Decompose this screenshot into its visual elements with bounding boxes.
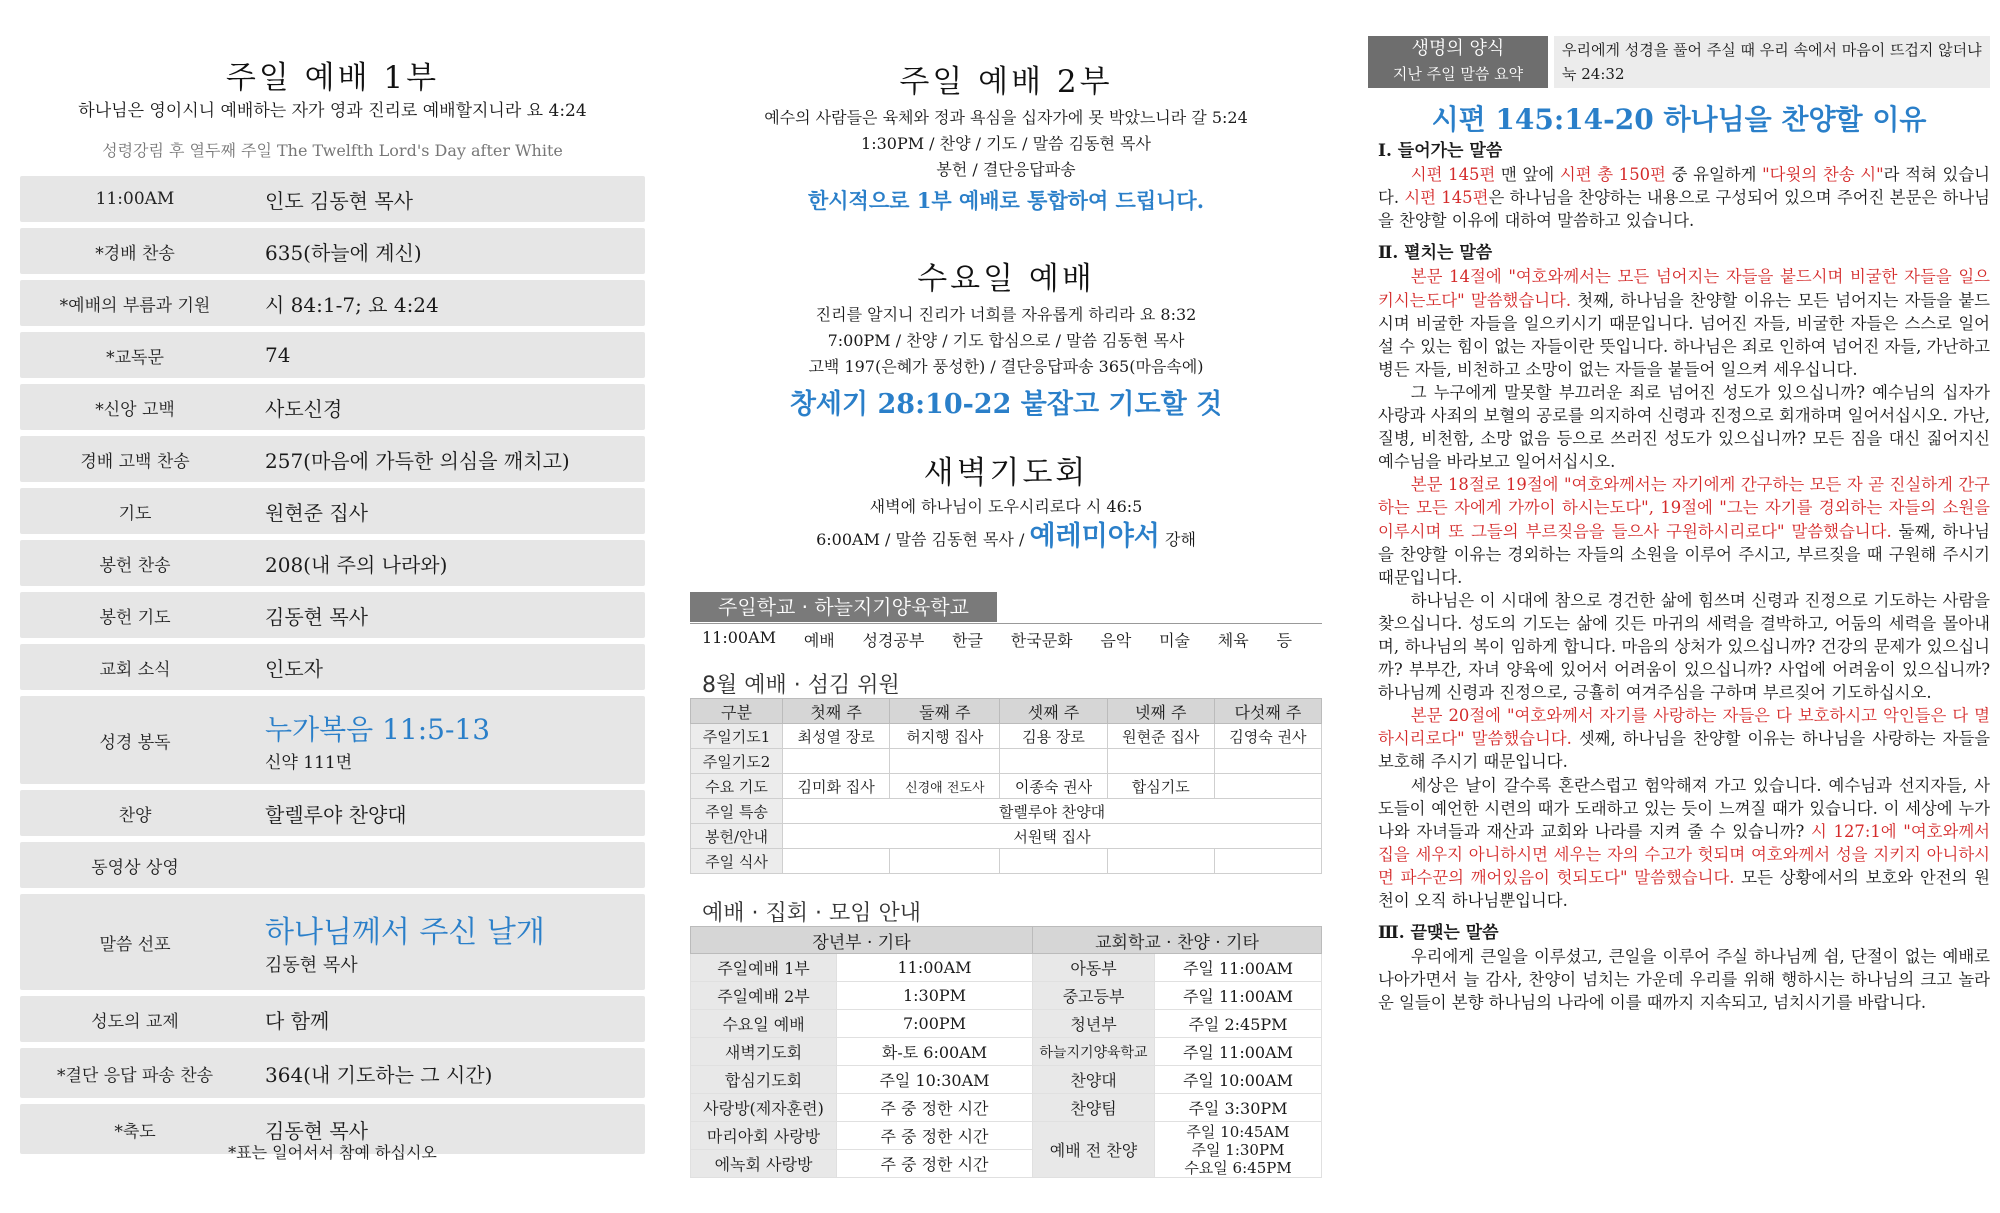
ss-item: 예배	[803, 631, 835, 650]
order-label: *교독문	[106, 347, 164, 368]
order-label: *경배 찬송	[95, 243, 175, 264]
duty-cell	[1107, 849, 1214, 874]
paragraph: 우리에게 큰일을 이루셨고, 큰일을 이루어 주실 하나님께 쉼, 단절이 없는 예배로 나아가면서 늘 감사, 찬양이 넘치는 가운데 우리를 위해 행하시는 하나님의 크고 놀라운 일들이 본향 하나님의 나라에 이를 때까지 지속되고, 넘치시기를 바랍니다.	[1378, 947, 1990, 1013]
section-heading: Ⅰ. 들어가는 말씀	[1378, 141, 1503, 161]
sermon-preacher: 김동현 목사	[265, 955, 358, 976]
paragraph: 하나님은 이 시대에 참으로 경건한 삶에 힘쓰며 신령과 진정으로 기도하는 사람을 찾으십니다. 성도의 기도는 삶에 깃든 마귀의 세력을 결박하고, 어둠의 세력을 몰아내며, 하나님의 복이 임하게 합니다. 마음의 상처가 있으십니까? 건강의 문제가 있으십니까? 부부간, 자녀 양육에 있어서 어려움이 있으십니까? 사업에 어려움이 있으십니까? 하나님께 신령과 진정으로, 긍휼히 여겨주심을 구하며 부르짖어 기도하십시오.	[1378, 590, 1990, 703]
ss-item: 미술	[1159, 631, 1190, 650]
service2-title: 주일 예배 2부	[899, 64, 1113, 100]
sched-time: 주일 1:30PM	[1191, 1140, 1285, 1159]
schedule-row	[691, 1122, 1322, 1150]
duty-cell	[890, 849, 1000, 874]
order-label: 경배 고백 찬송	[80, 451, 190, 472]
sched-right-label: 중고등부	[1033, 982, 1155, 1010]
order-label: 봉헌 찬송	[99, 555, 171, 576]
sched-left-label: 새벽기도회	[691, 1038, 837, 1066]
service1-verse: 하나님은 영이시니 예배하는 자가 영과 진리로 예배할지니라 요 4:24	[78, 101, 587, 121]
duty-table	[690, 698, 1322, 874]
duty-cell: 김영숙 권사	[1214, 724, 1321, 749]
duty-cell: 최성열 장로	[783, 724, 890, 749]
sched-left-time: 주 중 정한 시간	[837, 1122, 1033, 1150]
order-row	[20, 332, 645, 378]
paragraph: 그 누구에게 말못할 부끄러운 죄로 넘어진 성도가 있으십니까? 예수님의 십자가 사랑과 사죄의 보혈의 공로를 의지하여 신령과 진정으로 회개하며 일어서십시오. 가난, 질병, 비천함, 소망 없음 등으로 쓰러진 성도가 있으십니까? 모든 짐을 대신 짊어지신 예수님을 바라보고 일어서십시오.	[1378, 382, 1990, 472]
order-value: 257(마음에 가득한 의심을 깨치고)	[265, 448, 570, 473]
order-row	[20, 1048, 645, 1098]
paragraph	[1378, 163, 1990, 232]
order-row	[20, 790, 645, 836]
red-text: 시편 145편	[1404, 188, 1489, 208]
order-row	[20, 488, 645, 534]
duty-cell-span: 할렐루야 찬양대	[783, 799, 1322, 824]
duty-cell: 김용 장로	[1000, 724, 1107, 749]
duty-cell	[890, 749, 1000, 774]
order-label: *결단 응답 파송 찬송	[56, 1065, 214, 1086]
order-label: 봉헌 기도	[99, 607, 171, 628]
sched-left-time: 7:00PM	[837, 1010, 1033, 1038]
dawn-book: 예레미야서	[1029, 521, 1160, 552]
duty-row	[691, 724, 1322, 749]
schedule-head-row	[691, 927, 1322, 954]
duty-cell	[783, 849, 890, 874]
service1-season: 성령강림 후 열두째 주일 The Twelfth Lord's Day after White	[102, 141, 563, 160]
order-row	[20, 842, 645, 888]
order-label: 말씀 선포	[99, 934, 171, 955]
sched-left-time: 주일 10:30AM	[837, 1066, 1033, 1094]
text: 모든 상황에서의 보호와 안전의 원천이 오직 하나님뿐입니다.	[1378, 867, 1991, 910]
sunday-school-items	[702, 628, 1292, 651]
duty-col: 다섯째 주	[1214, 699, 1321, 724]
sched-right-label: 아동부	[1033, 954, 1155, 982]
dawn-line-pre: 6:00AM / 말씀 김동현 목사 /	[816, 530, 1025, 549]
schedule-row	[691, 1010, 1322, 1038]
wednesday-line1: 7:00PM / 찬양 / 기도 합심으로 / 말씀 김동현 목사	[827, 331, 1185, 350]
divider	[690, 623, 1322, 624]
schedule-row	[691, 954, 1322, 982]
duty-row-label: 봉헌/안내	[691, 824, 783, 849]
sched-right-label: 청년부	[1033, 1010, 1155, 1038]
wednesday-line2: 고백 197(은혜가 풍성한) / 결단응답파송 365(마음속에)	[808, 357, 1204, 376]
text: 세상은 날이 갈수록 혼란스럽고 험악해져 가고 있습니다. 예수님과 선지자들, 사도들이 예언한 시련의 때가 도래하고 있는 듯이 느껴질 때가 있습니다. 이 세상에 누가 나와 자녀들과 재산과 교회와 나라를 지켜 줄 수 있습니까?	[1378, 775, 1990, 841]
text: 셋째, 하나님을 찬양할 이유는 하나님을 사랑하는 자들을 보호해 주시기 때문입니다.	[1378, 729, 1990, 772]
schedule-row	[691, 1038, 1322, 1066]
order-value: 인도 김동현 목사	[265, 188, 413, 213]
summary-body	[1378, 140, 1990, 1014]
text: 첫째, 하나님을 찬양할 이유는 모든 넘어지는 자들을 붙드시며 비굴한 자들을 일으키시기 때문입니다. 넘어진 자들, 비굴한 자들은 스스로 일어설 수 있는 힘이 없는 자들이란 뜻입니다. 하나님은 죄로 인하여 넘어진 자들, 가난하고 병든 자들, 비천하고 소망이 없는 자들을 붙들어 일으켜 세우십니다.	[1378, 290, 1990, 379]
scripture-title: 누가복음 11:5-13	[265, 712, 491, 746]
duty-cell: 합심기도	[1107, 774, 1214, 799]
paragraph	[1378, 265, 1990, 380]
wednesday-sermon: 창세기 28:10-22 붙잡고 기도할 것	[789, 389, 1223, 420]
duty-row	[691, 774, 1322, 799]
scripture-sub: 신약 111면	[265, 752, 353, 773]
sched-time: 주일 10:45AM	[1186, 1122, 1290, 1141]
red-text: 본문 18절로 19절에 "여호와께서는 자기에게 간구하는 모든 자 곧 진실하게 간구하는 모든 자에게 가까이 하시는도다", 19절에 "그는 자기를 경외하는 자들의 소원을 이루시며 또 그들의 부르짖음을 들으사 구원하시리로다" 말씀했습니다.	[1378, 475, 1990, 541]
order-row-sermon	[20, 894, 645, 990]
dawn-title: 새벽기도회	[923, 455, 1089, 491]
duty-cell: 허지행 집사	[890, 724, 1000, 749]
ss-item: 한국문화	[1010, 631, 1073, 650]
section-heading: Ⅱ. 펼치는 말씀	[1378, 243, 1493, 264]
duty-cell-span: 서원택 집사	[783, 824, 1322, 849]
sched-left-label: 주일예배 1부	[691, 954, 837, 982]
duty-col: 넷째 주	[1107, 699, 1214, 724]
duty-col: 둘째 주	[890, 699, 1000, 724]
order-label: 성경 봉독	[99, 732, 171, 753]
duty-row-label: 주일 식사	[691, 849, 783, 874]
sched-right-label: 하늘지기양육학교	[1033, 1038, 1155, 1066]
wednesday-title: 수요일 예배	[917, 261, 1095, 297]
duty-row	[691, 749, 1322, 774]
column-sermon-summary	[1368, 0, 1990, 1213]
red-text: 본문 20절에 "여호와께서 자기를 사랑하는 자들은 다 보호하시고 악인들은 다 멸하시리로다" 말씀했습니다.	[1378, 706, 1990, 749]
column-services-and-schedule	[690, 0, 1322, 1213]
dawn-line-post: 강해	[1164, 530, 1196, 549]
sermon-block	[250, 907, 645, 977]
duty-cell	[1214, 849, 1321, 874]
order-label: *축도	[114, 1121, 156, 1142]
order-label: *예배의 부름과 기원	[59, 295, 211, 316]
duty-cell: 원현준 집사	[1107, 724, 1214, 749]
sched-right-time: 주일 11:00AM	[1155, 1038, 1322, 1066]
order-row	[20, 436, 645, 482]
order-label: 기도	[118, 503, 152, 524]
sched-left-time: 주 중 정한 시간	[837, 1094, 1033, 1122]
order-label: 교회 소식	[99, 659, 171, 680]
text: 맨 앞에	[1495, 165, 1560, 185]
red-text: 본문 14절에 "여호와께서는 모든 넘어지는 자들을 붙드시며 비굴한 자들을 일으키시는도다" 말씀했습니다.	[1378, 267, 1990, 310]
order-row	[20, 644, 645, 690]
order-row	[20, 540, 645, 586]
duty-cell: 김미화 집사	[783, 774, 890, 799]
duty-cell	[1000, 849, 1107, 874]
order-row	[20, 996, 645, 1042]
order-row	[20, 228, 645, 274]
sched-left-label: 합심기도회	[691, 1066, 837, 1094]
service2-line2: 봉헌 / 결단응답파송	[936, 160, 1076, 179]
paragraph	[1378, 774, 1990, 913]
text: 은 하나님을 찬양하는 내용으로 구성되어 있으며 주어진 본문은 하나님을 찬양할 이유에 대하여 말씀하고 있습니다.	[1378, 188, 1990, 231]
duty-cell: 이종숙 권사	[1000, 774, 1107, 799]
duty-row	[691, 849, 1322, 874]
sunday-school-header: 주일학교 · 하늘지기양육학교	[690, 592, 997, 622]
duty-row-label: 주일기도1	[691, 724, 783, 749]
duty-cell: 신경애 전도사	[890, 774, 1000, 799]
service2-line1: 1:30PM / 찬양 / 기도 / 말씀 김동현 목사	[861, 134, 1151, 153]
sched-left-label: 주일예배 2부	[691, 982, 837, 1010]
duty-cell	[783, 749, 890, 774]
schedule-header: 예배 · 집회 · 모임 안내	[702, 901, 921, 926]
sched-right-time: 주일 11:00AM	[1155, 954, 1322, 982]
red-text: 시편 145편	[1410, 165, 1496, 185]
service2-verse: 예수의 사람들은 육체와 정과 욕심을 십자가에 못 박았느니라 갈 5:24	[764, 108, 1248, 127]
ss-item: 등	[1276, 631, 1292, 650]
sermon-title: 하나님께서 주신 날개	[265, 915, 545, 950]
summary-badge-sub: 지난 주일 말씀 요약	[1392, 65, 1524, 83]
ss-item: 11:00AM	[702, 628, 777, 647]
order-value: 인도자	[265, 656, 323, 681]
ss-item: 음악	[1100, 631, 1132, 650]
order-value: 김동현 목사	[265, 1118, 368, 1143]
dawn-section	[690, 447, 1322, 553]
sched-right-label: 예배 전 찬양	[1033, 1122, 1155, 1178]
order-value: 다 함께	[265, 1008, 330, 1033]
order-label: *신앙 고백	[95, 399, 175, 420]
service2-section	[690, 56, 1322, 215]
duty-header-row	[691, 699, 1322, 724]
order-value: 사도신경	[265, 396, 343, 421]
order-row-scripture	[20, 696, 645, 784]
duty-cell	[1214, 774, 1321, 799]
red-text: 시 127:1에 "여호와께서 집을 세우지 아니하시면 세우는 자의 수고가 헛되며 여호와께서 성을 지키지 아니하시면 파수꾼의 깨어있음이 헛되도다" 말씀했습니다.	[1378, 821, 1990, 887]
duty-cell	[1000, 749, 1107, 774]
dawn-verse: 새벽에 하나님이 도우시리로다 시 46:5	[869, 497, 1143, 516]
order-value: 할렐루야 찬양대	[265, 802, 407, 827]
order-row	[20, 176, 645, 222]
duty-row	[691, 824, 1322, 849]
service1-title: 주일 예배 1부	[225, 60, 440, 96]
section-heading: Ⅲ. 끝맺는 말씀	[1378, 923, 1499, 944]
sched-time: 수요일 6:45PM	[1184, 1158, 1292, 1177]
order-value: 김동현 목사	[265, 604, 368, 629]
schedule-right-head: 교회학교 · 찬양 · 기타	[1033, 927, 1322, 954]
order-value: 시 84:1-7; 요 4:24	[265, 292, 439, 317]
order-row	[20, 384, 645, 430]
order-value: 74	[265, 343, 291, 367]
standing-footnote: *표는 일어서서 참예 하십시오	[228, 1143, 437, 1162]
sched-right-label: 찬양대	[1033, 1066, 1155, 1094]
order-row	[20, 280, 645, 326]
ss-item: 한글	[952, 631, 984, 650]
schedule-left-head: 장년부 · 기타	[691, 927, 1033, 954]
summary-header	[1368, 36, 1990, 88]
order-label: 11:00AM	[95, 189, 175, 209]
sched-right-label: 찬양팀	[1033, 1094, 1155, 1122]
dawn-line	[690, 521, 1322, 553]
ss-item: 성경공부	[862, 631, 925, 650]
column-sunday-service-1	[20, 0, 645, 1213]
text: 둘째, 하나님을 찬양할 이유는 경외하는 자들의 소원을 이루어 주시고, 부르짖을 때 구원해 주시기 때문입니다.	[1378, 521, 1990, 587]
order-value: 635(하늘에 계신)	[265, 240, 422, 265]
sched-left-time: 1:30PM	[837, 982, 1033, 1010]
text: 라 적혀 있습니다.	[1378, 165, 1990, 208]
service2-notice: 한시적으로 1부 예배로 통합하여 드립니다.	[807, 188, 1205, 213]
summary-badge	[1368, 36, 1548, 88]
order-label: 동영상 상영	[91, 857, 179, 878]
sched-right-time: 주일 10:00AM	[1155, 1066, 1322, 1094]
summary-verse: 우리에게 성경을 풀어 주실 때 우리 속에서 마음이 뜨겁지 않더냐 눅 24:32	[1554, 36, 1990, 88]
text: 중 유일하게	[1665, 165, 1763, 185]
duty-col: 셋째 주	[1000, 699, 1107, 724]
summary-badge-title: 생명의 양식	[1411, 38, 1505, 59]
red-text: 시편 총 150편	[1559, 165, 1666, 185]
paragraph	[1378, 704, 1990, 773]
schedule-table	[690, 926, 1322, 1178]
sched-right-time: 주일 2:45PM	[1155, 1010, 1322, 1038]
order-of-worship	[20, 176, 645, 1160]
duty-row-label: 수요 기도	[691, 774, 783, 799]
sched-left-label: 마리아회 사랑방	[691, 1122, 837, 1150]
order-row	[20, 592, 645, 638]
order-value: 208(내 주의 나라와)	[265, 552, 448, 577]
duty-col: 구분	[691, 699, 783, 724]
scripture-block	[250, 708, 645, 773]
ss-item: 체육	[1217, 631, 1249, 650]
order-value: 원현준 집사	[265, 500, 368, 525]
order-label: 찬양	[118, 805, 152, 826]
sched-left-time: 화-토 6:00AM	[837, 1038, 1033, 1066]
order-label: 성도의 교제	[91, 1011, 179, 1032]
wednesday-section	[690, 253, 1322, 421]
order-value: 364(내 기도하는 그 시간)	[265, 1062, 493, 1087]
schedule-row	[691, 982, 1322, 1010]
paragraph	[1378, 473, 1990, 588]
duty-cell	[1214, 749, 1321, 774]
sched-left-label: 수요일 예배	[691, 1010, 837, 1038]
red-text: "다윗의 찬송 시"	[1762, 165, 1884, 185]
sched-left-time: 주 중 정한 시간	[837, 1150, 1033, 1178]
summary-title: 시편 145:14-20 하나님을 찬양할 이유	[1431, 103, 1927, 136]
sched-right-time: 주일 11:00AM	[1155, 982, 1322, 1010]
schedule-row	[691, 1094, 1322, 1122]
duty-row	[691, 799, 1322, 824]
sched-left-label: 에녹회 사랑방	[691, 1150, 837, 1178]
wednesday-verse: 진리를 알지니 진리가 너희를 자유롭게 하리라 요 8:32	[815, 305, 1197, 324]
schedule-row	[691, 1066, 1322, 1094]
duty-row-label: 주일기도2	[691, 749, 783, 774]
duty-cell	[1107, 749, 1214, 774]
duty-row-label: 주일 특송	[691, 799, 783, 824]
sched-left-time: 11:00AM	[837, 954, 1033, 982]
sched-right-times	[1155, 1122, 1322, 1178]
duty-col: 첫째 주	[783, 699, 890, 724]
sched-right-time: 주일 3:30PM	[1155, 1094, 1322, 1122]
duty-header: 8월 예배 · 섬김 위원	[702, 673, 900, 698]
sched-left-label: 사랑방(제자훈련)	[691, 1094, 837, 1122]
